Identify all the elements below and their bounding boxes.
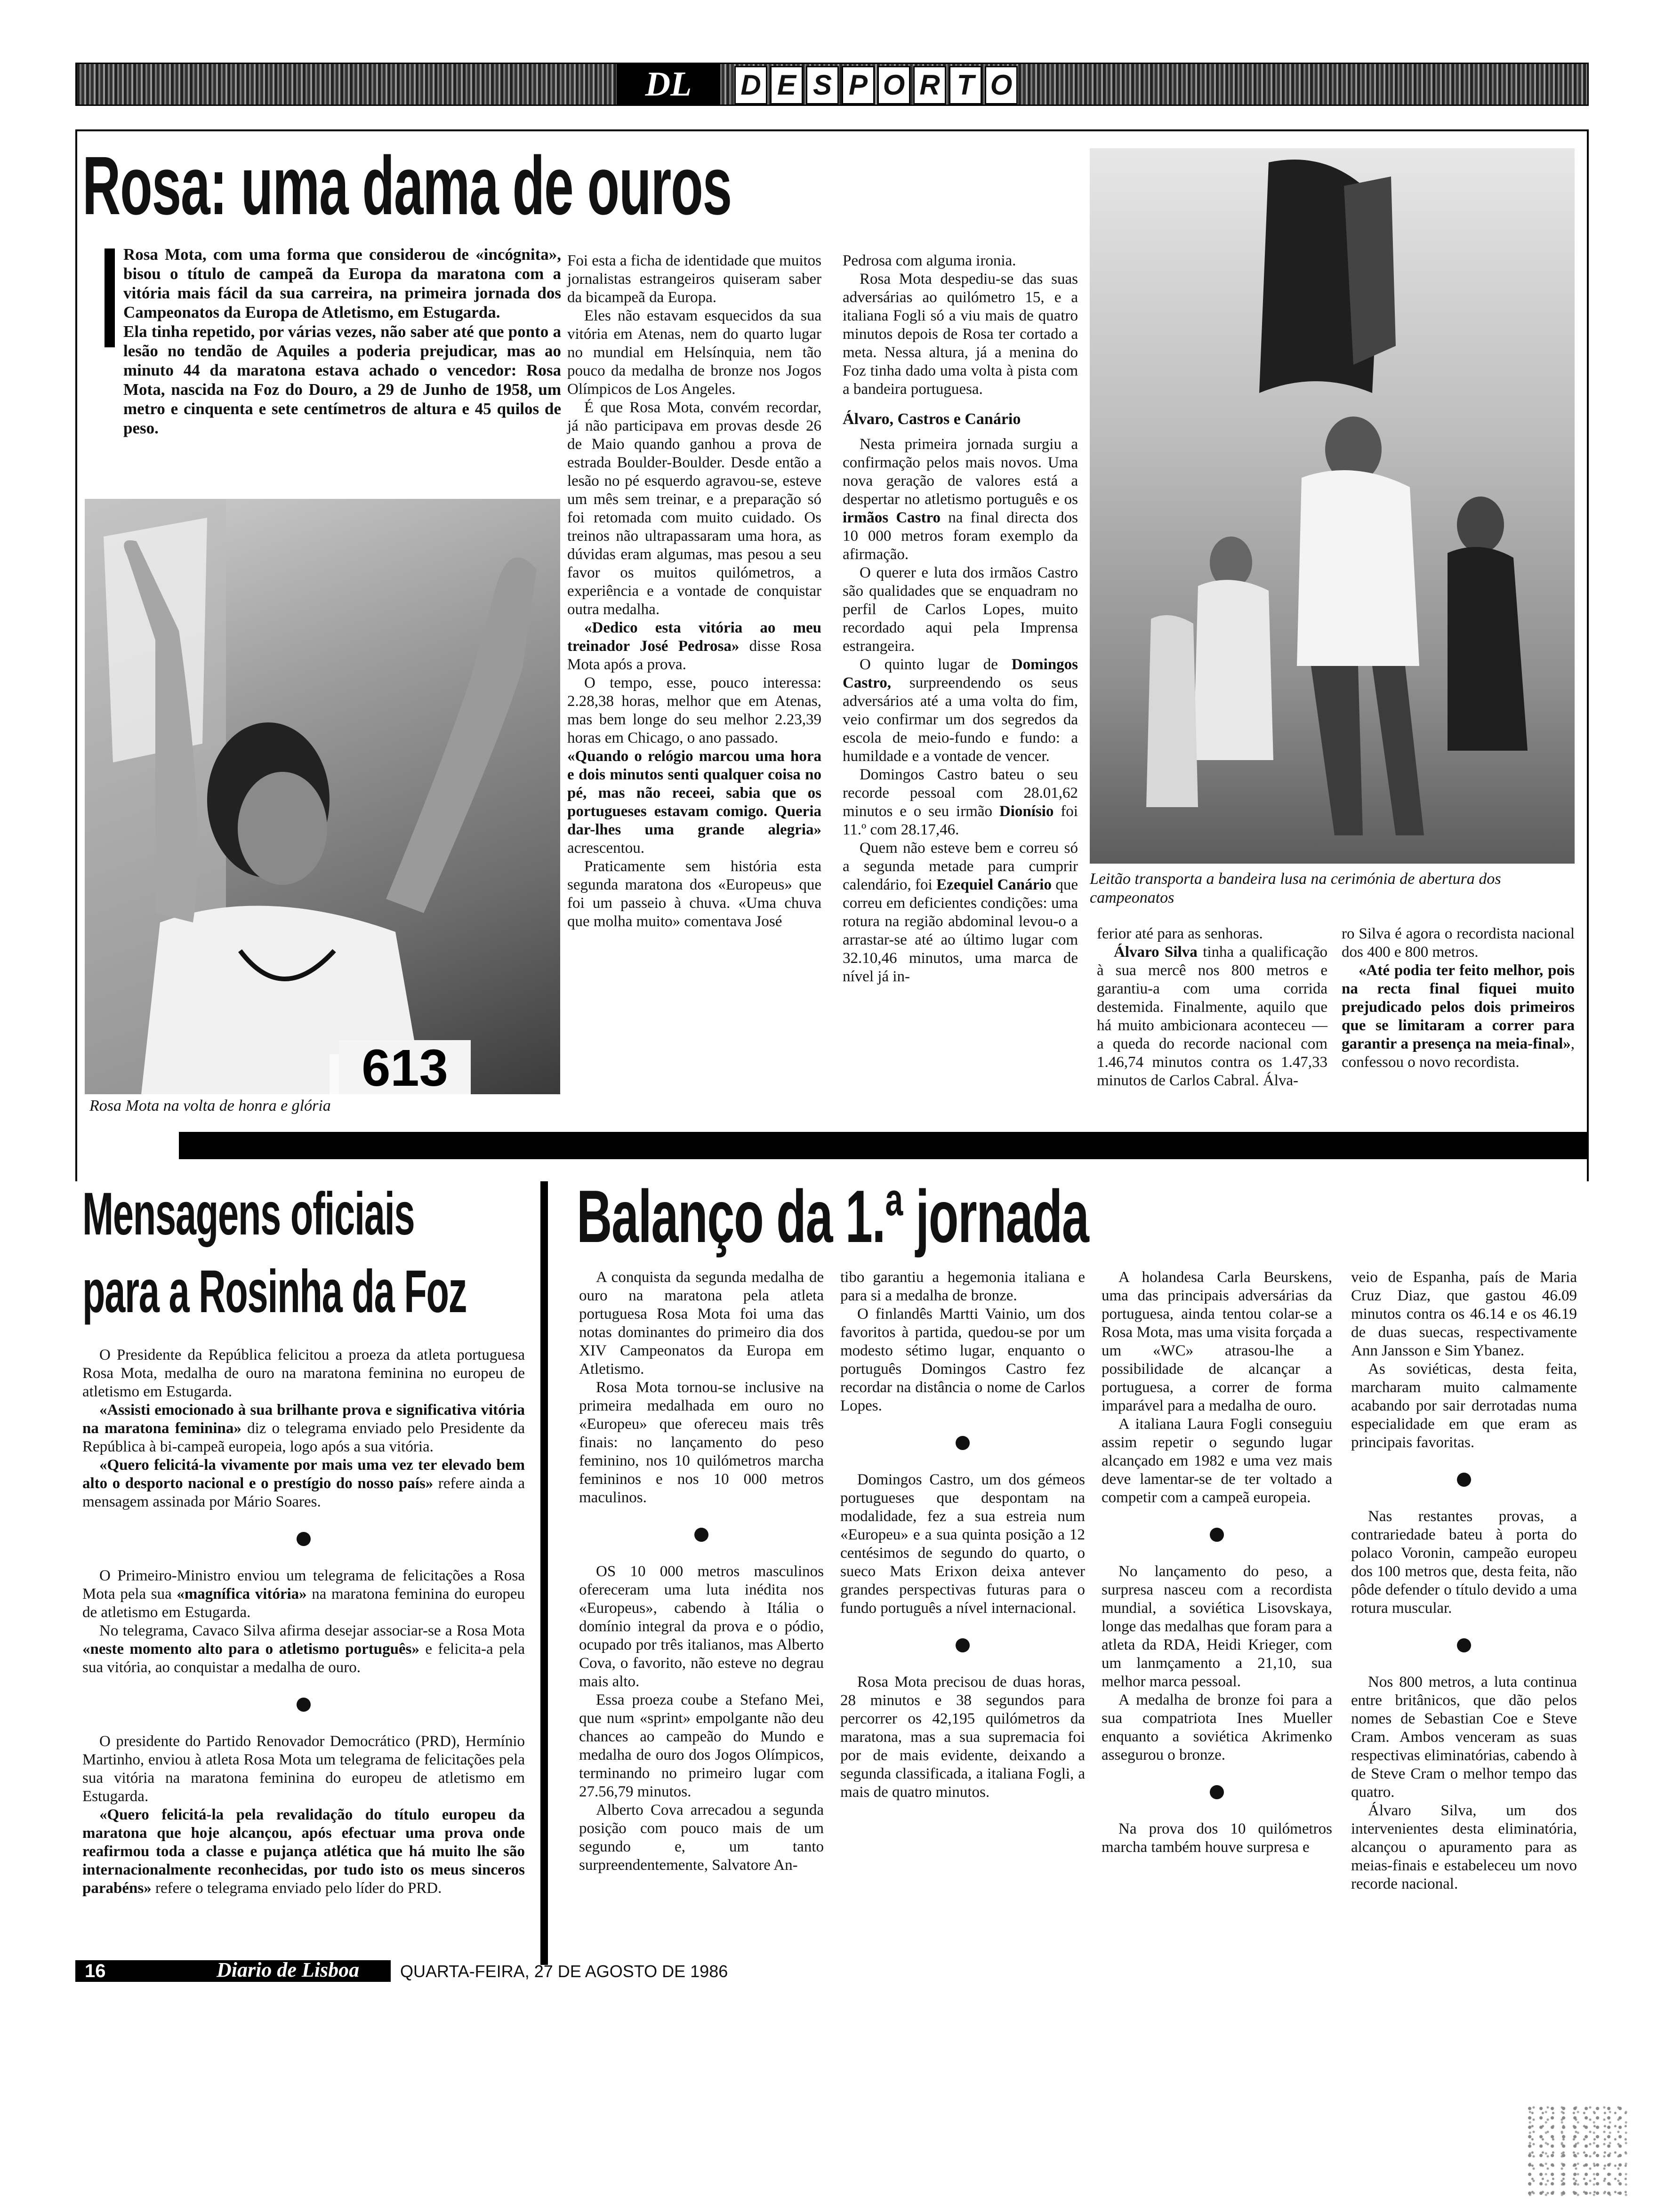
paragraph: No lançamento do peso, a surpresa nasceu com a recordista mundial, a soviética Lisovskaya, longe das medalhas que foram para a atleta da RDA, Heidi Krieger, com um lanmçamento a 21,10, sua melhor marca pessoal. [1102,1563,1332,1690]
section-letter: O [985,66,1018,104]
footer-date: QUARTA-FEIRA, 27 DE AGOSTO DE 1986 [400,1962,728,1981]
bullet-separator [1210,1785,1224,1799]
bullet-separator [1210,1528,1224,1542]
rosa-photo-caption: Rosa Mota na volta de honra e glória [89,1097,331,1114]
main-headline: Rosa: uma dama de ouros [82,140,732,232]
article-divider [179,1132,1589,1159]
quote: «Assisti emocionado à sua brilhante prova e significativa vitória na maratona feminina» [82,1402,525,1437]
paragraph: Alberto Cova arrecadou a segunda posição com pouco mais de um segundo e, um tanto surpreendentemente, Salvatore An- [579,1802,824,1874]
paragraph: «Assisti emocionado à sua brilhante prova e significativa vitória na maratona feminina» diz o telegrama enviado pelo Presidente da República à bi-campeã europeia, logo após a sua vitória. [82,1402,525,1455]
footer-masthead: Diario de Lisboa [217,1958,360,1981]
section-letter: O [877,66,910,104]
bullet-separator [1457,1473,1471,1487]
paragraph: O Primeiro-Ministro enviou um telegrama de felicitações a Rosa Mota pela sua «magnífica vitória» na maratona feminina do europeu de atletismo em Estugarda. [82,1567,525,1621]
page-number: 16 [85,1961,106,1981]
quote: «Quando o relógio marcou uma hora e dois minutos senti qualquer coisa no pé, mas não receei, sabia que os portugueses estavam comigo. Queria dar-lhes uma grande alegria» [567,748,821,838]
bullet-separator [694,1528,708,1542]
lead-paragraph: Rosa Mota, com uma forma que considerou de «incógnita», bisou o título de campeã da Europa da maratona com a vitória mais fácil da sua carreira, na primeira jornada dos Campeonatos da Europa de Atletismo, em Estugarda. [123,245,561,321]
rosa-mota-photo [85,499,560,1094]
paragraph: Praticamente sem história esta segunda maratona dos «Europeus» que foi um passeio à chuva. «Uma chuva que molha muito» comentava José [567,858,821,930]
ceremony-photo-caption: Leitão transporta a bandeira lusa na cerimónia de abertura dos campeonatos [1090,870,1501,906]
paragraph: A medalha de bronze foi para a sua compatriota Ines Mueller enquanto a soviética Akrimenko assegurou o bronze. [1102,1691,1332,1763]
main-column-2 [843,252,1078,986]
paragraph: Rosa Mota precisou de duas horas, 28 minutos e 38 segundos para percorrer os 42,195 quilómetros da maratona, mas a sua supremacia foi por de mais evidente, deixando a segunda classificada, a italiana Fogli, a mais de quatro minutos. [840,1674,1085,1801]
section-letter: S [806,66,839,104]
paragraph: Eles não estavam esquecidos da sua vitória em Atenas, nem do quarto lugar no mundial em Helsínquia, nem tão pouco da medalha de bronze nos Jogos Olímpicos de Los Angeles. [567,307,821,398]
paragraph: Álvaro Silva tinha a qualificação à sua mercê nos 800 metros e garantiu-a com uma corrida destemida. Finalmente, aquilo que há muito ambicionara aconteceu — a queda do recorde nacional com 1.46,74 minutos contra os 1.47,33 minutos de Carlos Cabral. Álva- [1097,944,1327,1089]
quote: «Quero felicitá-la vivamente por mais uma vez ter elevado bem alto o desporto nacional e o prestígio do nosso país» [82,1457,525,1492]
paragraph: Álvaro Silva, um dos intervenientes desta eliminatória, alcançou o apuramento para as meias-finais e estabeleceu um novo recorde nacional. [1351,1802,1577,1892]
paragraph: No telegrama, Cavaco Silva afirma desejar associar-se a Rosa Mota «neste momento alto para o atletismo português» e felicita-a pela sua vitória, ao conquistar a medalha de ouro. [82,1622,525,1676]
paragraph: O presidente do Partido Renovador Democrático (PRD), Hermínio Martinho, enviou à atleta Rosa Mota um telegrama de felicitações pela sua vitória na maratona feminina do europeu de atletismo em Estugarda. [82,1733,525,1805]
section-letter: T [949,66,982,104]
paragraph: tibo garantiu a hegemonia italiana e para si a medalha de bronze. [840,1269,1085,1304]
paragraph: Na prova dos 10 quilómetros marcha também houve surpresa e [1102,1820,1332,1856]
paragraph: Foi esta a ficha de identidade que muitos jornalistas estrangeiros quiseram saber da bicampeã da Europa. [567,252,821,306]
paragraph: A conquista da segunda medalha de ouro na maratona pela atleta portuguesa Rosa Mota foi uma das notas dominantes do primeiro dia dos XIV Campeonatos da Europa em Atletismo. [579,1269,824,1378]
paragraph: O quinto lugar de Domingos Castro, surpreendendo os seus adversários até a uma volta do fim, veio confirmar um dos segredos da escola de meio-fundo e fundo: a humildade e a vontade de vencer. [843,656,1078,765]
subheading: Álvaro, Castros e Canário [843,410,1021,428]
main-column-1 [567,252,821,931]
bullet-separator [297,1532,311,1546]
balanco-headline: Balanço da 1.ª jornada [577,1175,1089,1258]
paragraph: Quem não esteve bem e correu só a segunda metade para cumprir calendário, foi Ezequiel Canário que correu em deficientes condições: uma rotura na região abdominal levou-o a arrastar-se até ao último lugar com 32.10,46 minutos, uma marca de nível já in- [843,840,1078,985]
mensagens-headline-line2: para a Rosinha da Foz [82,1258,467,1325]
main-column-3 [1097,925,1327,1090]
paragraph: O querer e luta dos irmãos Castro são qualidades que se enquadram no perfil de Carlos Lopes, muito recordado aqui pela Imprensa estrangeira. [843,564,1078,655]
bullet-separator [1457,1638,1471,1652]
balanco-column-1 [579,1268,824,1875]
paragraph: ro Silva é agora o recordista nacional dos 400 e 800 metros. [1342,925,1575,961]
paragraph: ferior até para as senhoras. [1097,925,1263,942]
bullet-separator [956,1436,970,1450]
vertical-divider [540,1181,548,1965]
paragraph: A holandesa Carla Beurskens, uma das principais adversárias da portuguesa, ainda tentou colar-se a Rosa Mota, mas uma visita forçada a um «WC» atrasou-lhe a possibilidade de alcançar a portuguesa, a correr de forma imparável para a medalha de ouro. [1102,1269,1332,1414]
section-letter: E [770,66,803,104]
section-letter: R [913,66,946,104]
balanco-column-4 [1351,1268,1577,1893]
paragraph: Nos 800 metros, a luta continua entre britânicos, que dão pelos nomes de Sebastian Coe e Steve Cram. Ambos venceram as suas respectivas eliminatórias, cabendo à de Steve Cram o melhor tempo das quatro. [1351,1674,1577,1801]
mensagens-body [82,1346,525,1898]
race-bib-number: 613 [339,1040,471,1094]
main-column-4 [1342,925,1575,1072]
paragraph: Rosa Mota despediu-se das suas adversárias ao quilómetro 15, e a italiana Fogli só a viu mais de quatro minutos depois de Rosa ter cortado a meta. Nessa altura, já a menina do Foz tinha dado uma volta à pista com a bandeira portuguesa. [843,271,1078,398]
paragraph: «Até podia ter feito melhor, pois na recta final fiquei muito prejudicado pelos dois primeiros que se limitaram a correr para garantir a presença na meia-final», confessou o novo recordista. [1342,962,1575,1071]
quote: «Quero felicitá-la pela revalidação do título europeu da maratona que hoje alcançou, após efectuar uma prova onde reafirmou toda a classe e pujança atlética que há muito lhe são internacionalmente reconhecidas, por tudo isto os meus sinceros parabéns» [82,1806,525,1897]
lead-paragraph: Ela tinha repetido, por várias vezes, não saber até que ponto a lesão no tendão de Aquiles a poderia prejudicar, mas ao minuto 44 da maratona estava achado o vencedor: Rosa Mota, nascida na Foz do Douro, a 29 de Junho de 1958, um metro e cinquenta e sete centímetros de altura e 45 quilos de peso. [123,322,561,437]
bullet-separator [956,1638,970,1652]
paragraph: Domingos Castro, um dos gémeos portugueses que despontam na modalidade, fez a sua estreia num «Europeu» e a sua quinta posição a 12 centésimos de segundo do quarto, o sueco Mats Erixon deixa antever grandes perspectivas futuras para o fundo português a nível internacional. [840,1471,1085,1617]
paragraph: Domingos Castro bateu o seu recorde pessoal com 28.01,62 minutos e o seu irmão Dionísio foi 11.º com 28.17,46. [843,766,1078,838]
paragraph: Nas restantes provas, a contrariedade bateu à porta do polaco Voronin, campeão europeu dos 100 metros que, desta feita, não pôde defender o título devido a uma rotura muscular. [1351,1508,1577,1617]
paragraph: Pedrosa com alguma ironia. [843,252,1016,269]
section-letter: D [734,66,767,104]
section-letter: P [842,66,875,104]
paragraph: «Quando o relógio marcou uma hora e dois minutos senti qualquer coisa no pé, mas não receei, sabia que os portugueses estavam comigo. Queria dar-lhes uma grande alegria» acrescentou. [567,748,821,857]
paragraph: Rosa Mota tornou-se inclusive na primeira medalhada em ouro no «Europeu» que ofereceu mais três finais: no lançamento do peso feminino, nos 10 quilómetros marcha femininos e nos 10 000 metros maculinos. [579,1379,824,1506]
quote: «Até podia ter feito melhor, pois na recta final fiquei muito prejudicado pelos dois primeiros que se limitaram a correr para garantir a presença na meia-final» [1342,962,1575,1052]
paragraph: Nesta primeira jornada surgiu a confirmação pelos mais novos. Uma nova geração de valores está a despertar no atletismo português e os irmãos Castro na final directa dos 10 000 metros foram exemplo da afirmação. [843,436,1078,563]
paragraph: As soviéticas, desta feita, marcharam muito calmamente acabando por sair derrotadas numa especialidade em que eram as principais favoritas. [1351,1361,1577,1451]
paragraph: Essa proeza coube a Stefano Mei, que num «sprint» empolgante não deu chances ao campeão do Mundo e medalha de ouro dos Jogos Olímpicos, terminando no primeiro lugar com 27.56,79 minutos. [579,1691,824,1800]
lead-rule [105,248,115,347]
paragraph: veio de Espanha, país de Maria Cruz Diaz, que gastou 46.09 minutos contra os 46.14 e os 46.19 de duas suecas, respectivamente Ann Jansson e Sim Ybanez. [1351,1269,1577,1359]
bullet-separator [297,1698,311,1712]
paragraph: «Quero felicitá-la vivamente por mais uma vez ter elevado bem alto o desporto nacional e o prestígio do nosso país» refere ainda a mensagem assinada por Mário Soares. [82,1457,525,1510]
mensagens-headline-line1: Mensagens oficiais [82,1180,415,1248]
paragraph: O finlandês Martti Vainio, um dos favoritos à partida, quedou-se por um modesto sétimo lugar, enquanto o português Domingos Castro fez recordar na distância o nome de Carlos Lopes. [840,1306,1085,1414]
paragraph: O tempo, esse, pouco interessa: 2.28,38 horas, melhor que em Atenas, mas bem longe do seu melhor 2.23,39 horas em Chicago, o ano passado. [567,674,821,746]
paragraph: A italiana Laura Fogli conseguiu assim repetir o segundo lugar alcançado em 1982 e uma vez mais deve lamentar-se de ter voltado a competir com a campeã europeia. [1102,1416,1332,1506]
quote: «Dedico esta vitória ao meu treinador José Pedrosa» [567,619,821,655]
section-title-desporto [734,66,1018,104]
opening-ceremony-photo [1090,148,1575,864]
paragraph: «Quero felicitá-la pela revalidação do título europeu da maratona que hoje alcançou, após efectuar uma prova onde reafirmou toda a classe e pujança atlética que há muito lhe são internacionalmente reconhecidas, por tudo isto os meus sinceros parabéns» refere o telegrama enviado pelo líder do PRD. [82,1806,525,1897]
scan-speckle [1525,2104,1629,2198]
dl-logo: DL [617,64,720,104]
paragraph: O Presidente da República felicitou a proeza da atleta portuguesa Rosa Mota, medalha de ouro na maratona feminina no europeu de atletismo em Estugarda. [82,1346,525,1400]
lead-text [123,245,561,438]
balanco-column-2 [840,1268,1085,1802]
paragraph: OS 10 000 metros masculinos ofereceram uma luta inédita nos «Europeus», cabendo à Itália o domínio integral da prova e o pódio, ocupado por três italianos, mas Alberto Cova, o favorito, não esteve no degrau mais alto. [579,1563,824,1690]
paragraph: «Dedico esta vitória ao meu treinador José Pedrosa» disse Rosa Mota após a prova. [567,619,821,673]
paragraph: É que Rosa Mota, convém recordar, já não participava em provas desde 26 de Maio quando ganhou a prova de estrada Boulder-Boulder. Desde então a lesão no pé esquerdo agravou-se, esteve um mês sem treinar, e a preparação só foi retomada com muito cuidado. Os treinos não ultrapassaram uma hora, as dúvidas eram algumas, mas pesou a seu favor os muitos quilómetros, a experiência e a vontade de conquistar outra medalha. [567,399,821,618]
balanco-column-3 [1102,1268,1332,1857]
